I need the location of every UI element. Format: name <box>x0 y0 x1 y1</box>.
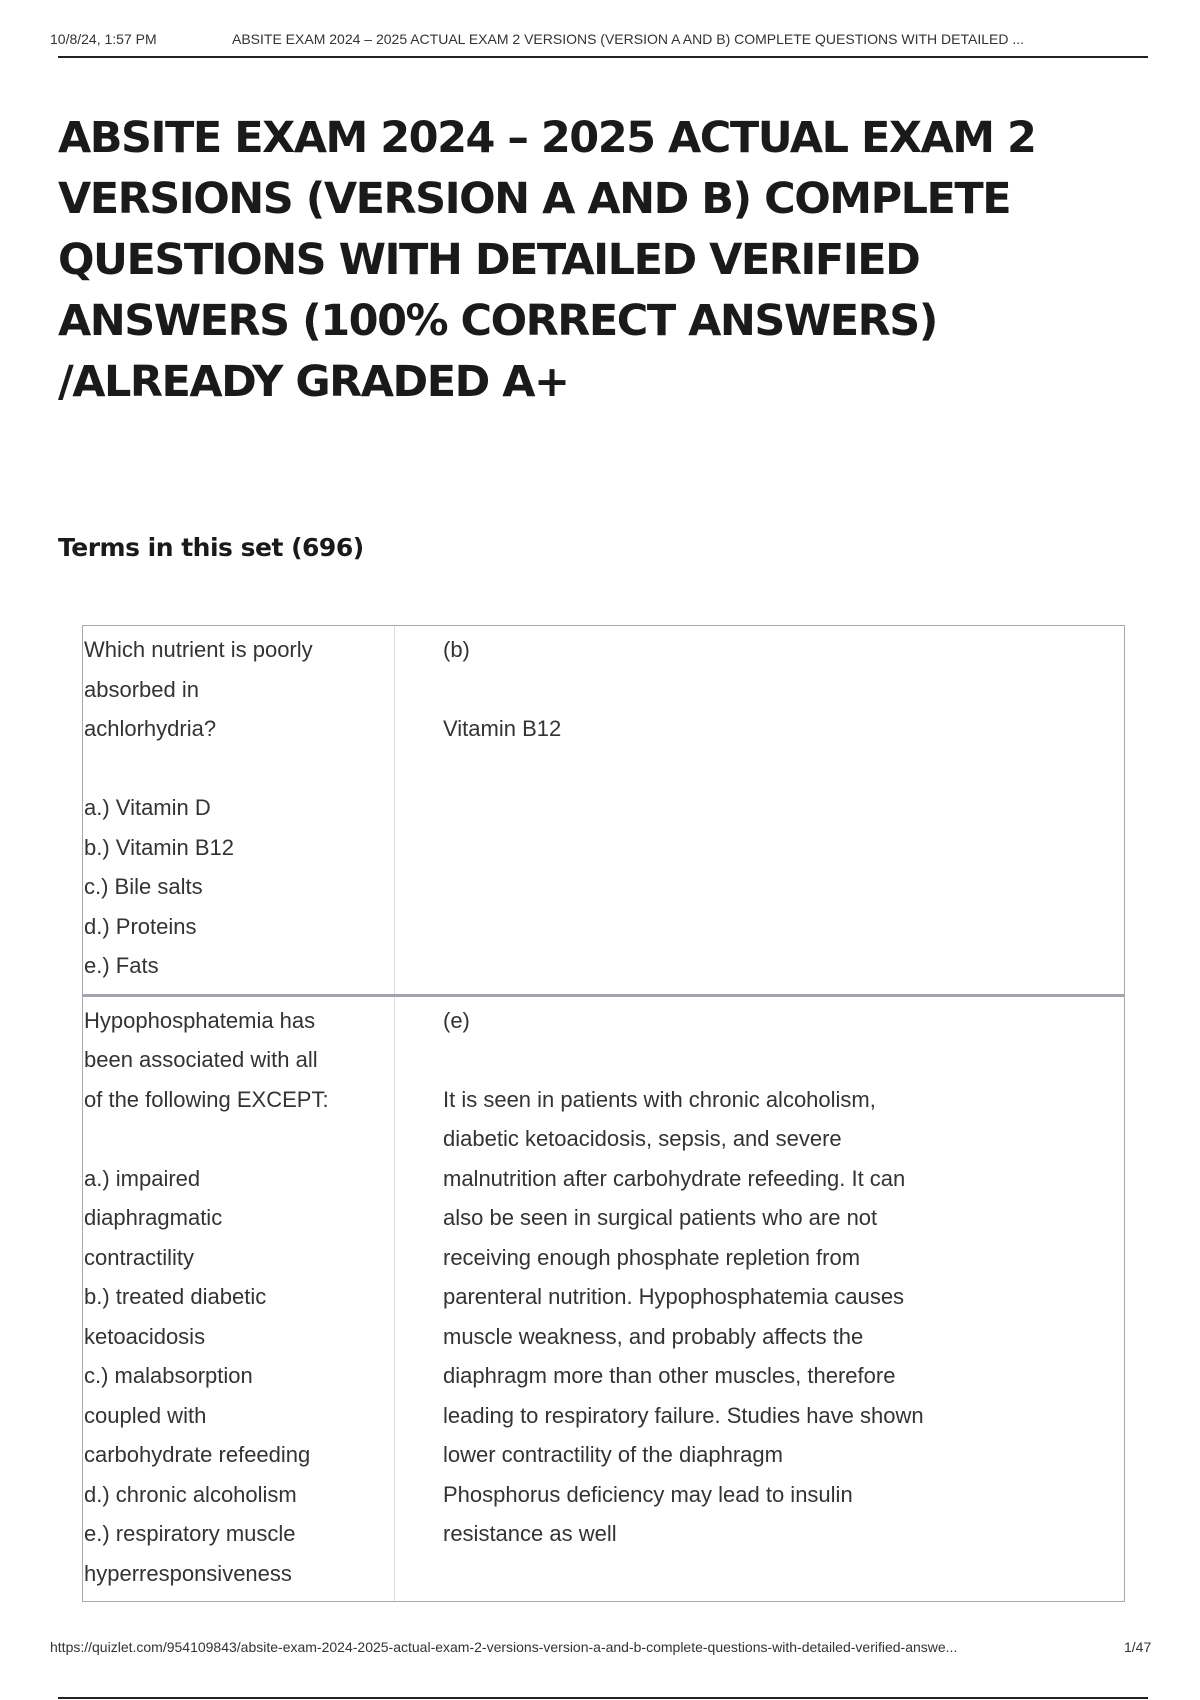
print-footer-url: https://quizlet.com/954109843/absite-exam-2024-2025-actual-exam-2-versions-version-a-and-b-complete-questions-with-detailed-verified-answe... <box>50 1639 958 1655</box>
term-question: Hypophosphatemia has been associated with all of the following EXCEPT: a.) impaired diaphragmatic contractility b.) treated diabetic ketoacidosis c.) malabsorption coupled with carbohydrate refeeding d.) chronic alcoholism e.) respiratory muscle hyperresponsiveness <box>83 997 395 1602</box>
print-header-title: ABSITE EXAM 2024 – 2025 ACTUAL EXAM 2 VERSIONS (VERSION A AND B) COMPLETE QUESTIONS WITH DETAILED ... <box>232 31 1025 47</box>
term-card <box>83 626 1124 994</box>
term-answer: (b) Vitamin B12 <box>443 637 562 741</box>
term-question: Which nutrient is poorly absorbed in achlorhydria? a.) Vitamin D b.) Vitamin B12 c.) Bile salts d.) Proteins e.) Fats <box>83 626 395 994</box>
print-datetime: 10/8/24, 1:57 PM <box>50 31 157 47</box>
term-card <box>83 994 1124 1602</box>
terms-heading: Terms in this set (696) <box>58 533 364 562</box>
page-title: ABSITE EXAM 2024 – 2025 ACTUAL EXAM 2 VERSIONS (VERSION A AND B) COMPLETE QUESTIONS WITH DETAILED VERIFIED ANSWERS (100% CORRECT ANSWERS) /ALREADY GRADED A+ <box>58 113 1036 407</box>
terms-table <box>82 625 1125 1602</box>
term-answer: (e) It is seen in patients with chronic alcoholism, diabetic ketoacidosis, sepsis, and severe malnutrition after carbohydrate refeeding. It can also be seen in surgical patients who are not receiving enough phosphate repletion from parenteral nutrition. Hypophosphatemia causes muscle weakness, and probably affects the diaphragm more than other muscles, therefore leading to respiratory failure. Studies have shown lower contractility of the diaphragm Phosphorus deficiency may lead to insulin resistance as well <box>443 1007 924 1546</box>
footer-divider <box>58 1697 1148 1699</box>
header-divider <box>58 56 1148 58</box>
page-number: 1/47 <box>1124 1639 1152 1655</box>
